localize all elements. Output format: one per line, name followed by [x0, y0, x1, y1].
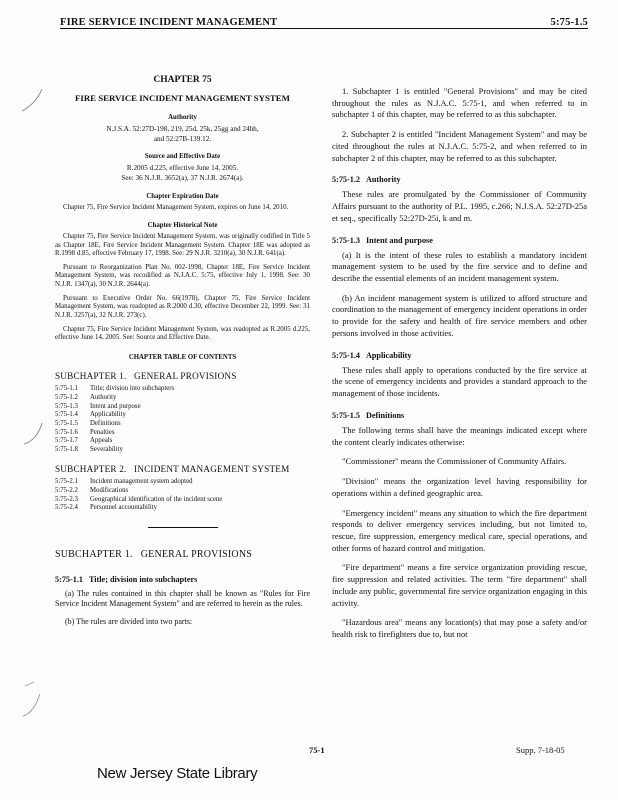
- divider: [148, 527, 218, 528]
- toc-item: 5:75-2.1 Incident management system adopted: [55, 478, 193, 486]
- source-heading: Source and Effective Date: [144, 153, 221, 161]
- section-heading: 5:75-1.1 Title; division into subchapters: [55, 574, 198, 584]
- expiration-text: Chapter 75, Fire Service Incident Management System, expires on June 14, 2010.: [63, 204, 289, 212]
- running-header: [60, 10, 588, 29]
- toc-subchapter-1-list: [55, 385, 310, 455]
- margin-mark: [20, 85, 46, 115]
- expiration-heading: Chapter Expiration Date: [146, 192, 219, 200]
- toc-item: 5:75-1.8 Severability: [55, 446, 123, 454]
- body-paragraph: (b) The rules are divided into two parts:: [65, 617, 193, 627]
- right-column: [332, 86, 587, 649]
- toc-item: 5:75-2.3 Geographical identification of the incident scene: [55, 495, 223, 503]
- section-heading: 5:75-1.2 Authority: [332, 175, 401, 185]
- chapter-number: CHAPTER 75: [153, 75, 212, 85]
- page-number: 75-1: [309, 745, 325, 755]
- library-stamp: New Jersey State Library: [97, 765, 258, 782]
- toc-item: 5:75-1.5 Definitions: [55, 420, 121, 428]
- toc-subchapter-2-list: [55, 478, 310, 513]
- header-section: 5:75-1.5: [550, 17, 588, 28]
- toc-item: 5:75-1.7 Appeals: [55, 437, 113, 445]
- source-line: See: 36 N.J.R. 3652(a), 37 N.J.R. 2674(a).: [121, 174, 244, 183]
- section-heading: 5:75-1.5 Definitions: [332, 410, 405, 420]
- section-heading: 5:75-1.3 Intent and purpose: [332, 235, 433, 245]
- toc-item: 5:75-1.3 Intent and purpose: [55, 402, 141, 410]
- definition: "Emergency incident" means any situation to which the fire department responds to deliver emergency services including, but not limited to, rescue, fire suppression, emergency medical care, special operations, and other forms of hazard control and mitigation.: [332, 507, 587, 553]
- toc-title: CHAPTER TABLE OF CONTENTS: [128, 353, 237, 361]
- subchapter-1-heading: SUBCHAPTER 1. GENERAL PROVISIONS: [55, 549, 253, 561]
- body-paragraph: (b) An incident management system is utilized to afford structure and coordination to the management of emergency incident operations in order to provide for the safety and health of fire service members and other persons involved in those activities.: [332, 292, 587, 338]
- toc-item: 5:75-1.2 Authority: [55, 394, 117, 402]
- toc-subchapter-2-heading: SUBCHAPTER 2. INCIDENT MANAGEMENT SYSTEM: [55, 463, 290, 474]
- history-paragraph: Chapter 75, Fire Service Incident Management System, was originally codified in Title 5 as Chapter 18E, Fire Service Incident Management System. Chapter 18E was adopted as R.1998 d.85, effective February 17, 1998. See: 29 N.J.R. 3210(a), 30 N.J.R. 641(a).: [55, 232, 310, 258]
- toc-item: 5:75-1.6 Penalties: [55, 428, 115, 436]
- toc-item: 5:75-2.2 Modifications: [55, 486, 129, 494]
- body-paragraph: (a) The rules contained in this chapter shall be known as "Rules for Fire Service Incident Management System" and are referred to herein as the rules.: [55, 588, 310, 609]
- body-paragraph: (a) It is the intent of these rules to establish a mandatory incident management system to be used by the fire service and to define and describe the essential elements of an incident management system.: [332, 249, 587, 284]
- chapter-title: FIRE SERVICE INCIDENT MANAGEMENT SYSTEM: [75, 92, 290, 103]
- body-paragraph: These rules shall apply to operations conducted by the fire service at the scene of emergency incidents and provides a standard approach to the management of those incidents.: [332, 364, 587, 399]
- body-paragraph: 1. Subchapter 1 is entitled "General Provisions" and may be cited throughout the rules as N.J.A.C. 5:75-1, and when referred to in subchapter 1 of this chapter, may be referred to as this subchapter.: [332, 86, 587, 120]
- header-title: FIRE SERVICE INCIDENT MANAGEMENT: [60, 17, 278, 28]
- history-paragraph: Pursuant to Executive Order No. 66(1978), Chapter 75, Fire Service Incident Management System, was readopted as R.2000 d.30, effective December 22, 1999. See: 31 N.J.R. 3257(a), 32 N.J.R. 273(c).: [55, 294, 310, 319]
- toc-item: 5:75-2.4 Personnel accountability: [55, 504, 158, 512]
- toc-item: 5:75-1.4 Applicability: [55, 411, 126, 419]
- history-paragraph: Chapter 75, Fire Service Incident Management System, was readopted as R.2005 d.225, effective June 14, 2005. See: Source and Effective Date.: [55, 325, 310, 342]
- history-paragraph: Pursuant to Reorganization Plan No. 002-1998, Chapter 18E, Fire Service Incident Management System, was recodified as N.J.A.C. 5:75, effective July 1, 1998. See: 30 N.J.R. 1347(a), 30 N.J.R. 2644(a).: [55, 263, 310, 288]
- section-heading: 5:75-1.4 Applicability: [332, 350, 412, 360]
- history-notes: [55, 233, 310, 343]
- authority-text: N.J.S.A. 52:27D-198, 219, 25d, 25k, 25gg and 24hh, and 52:27B-139.12.: [106, 124, 259, 143]
- left-column: [55, 74, 310, 635]
- definition: "Fire department" means a fire service organization providing rescue, fire suppression and related activities. The term "fire department" shall include any public, governmental fire service organization engaging in this activity.: [332, 562, 587, 608]
- margin-mark: [20, 680, 46, 720]
- definition: "Hazardous area" means any location(s) that may pose a safety and/or health risk to firefighters due to, but not: [332, 617, 587, 639]
- toc-item: 5:75-1.1 Title; division into subchapters: [55, 385, 175, 393]
- body-paragraph: The following terms shall have the meanings indicated except where the content clearly indicates otherwise:: [332, 424, 587, 447]
- definition: "Division" means the organization level having responsibility for operations within a defined geographic area.: [332, 476, 587, 498]
- margin-mark: [22, 420, 48, 450]
- body-paragraph: 2. Subchapter 2 is entitled "Incident Management System" and may be cited throughout the rules at N.J.A.C. 5:75-2, and when referred to in subchapter 2 of this chapter, may be referred to as this subchapter.: [332, 129, 587, 163]
- toc-subchapter-1-heading: SUBCHAPTER 1. GENERAL PROVISIONS: [55, 370, 237, 381]
- source-line: R.2005 d.225, effective June 14, 2005.: [126, 164, 239, 173]
- history-heading: Chapter Historical Note: [147, 221, 218, 229]
- authority-heading: Authority: [168, 113, 197, 121]
- body-paragraph: These rules are promulgated by the Commissioner of Community Affairs pursuant to the authority of P.L. 1995, c.266; N.J.S.A. 52:27D-25a et seq., specifically 52:27D-25i, k and m.: [332, 189, 587, 223]
- supplement-date: Supp. 7-18-05: [516, 745, 565, 755]
- definition: "Commissioner" means the Commissioner of Community Affairs.: [342, 456, 567, 467]
